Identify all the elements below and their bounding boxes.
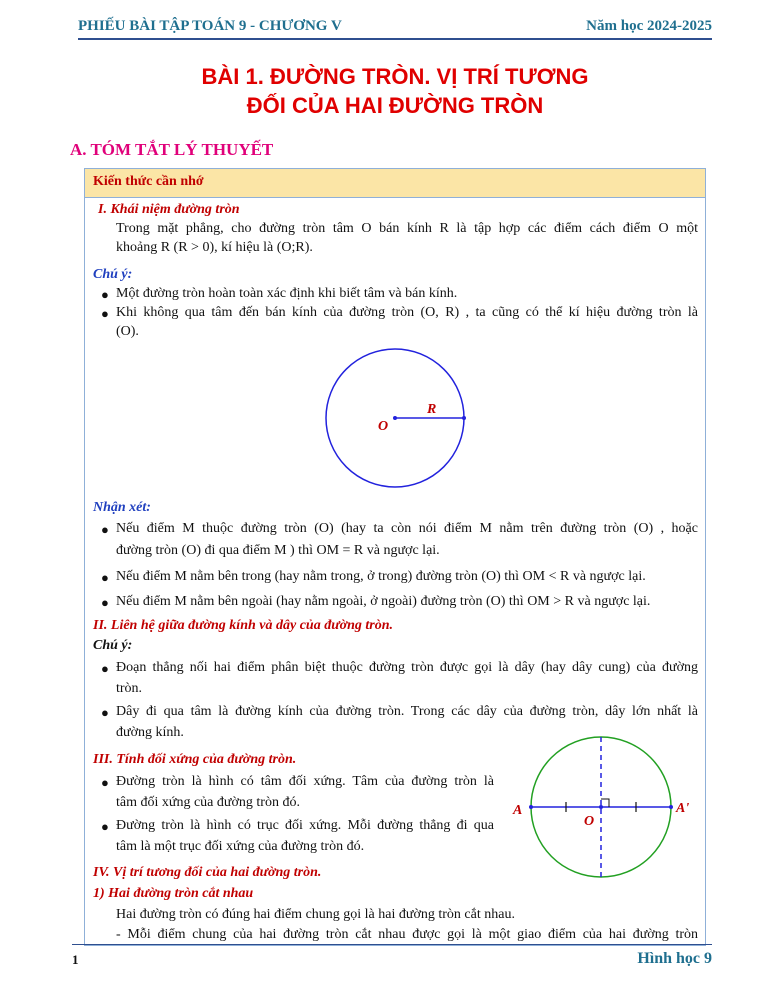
bullet-icon: ● <box>101 775 109 790</box>
bullet-icon: ● <box>101 705 109 720</box>
note1-bullet1: Một đường tròn hoàn toàn xác định khi biết tâm và bán kính. <box>116 286 458 301</box>
bullet-icon: ● <box>101 287 109 302</box>
part4-heading: IV. Vị trí tương đối của hai đường tròn. <box>93 865 322 880</box>
part2-heading: II. Liên hệ giữa đường kính và dây của đường tròn. <box>93 618 394 633</box>
part3-heading: III. Tính đối xứng của đường tròn. <box>93 752 297 767</box>
footer-subject: Hình học 9 <box>637 950 712 967</box>
note1-bullet2-line1: Khi không qua tâm đến bán kính của đường tròn (O, R) , ta cũng có thể kí hiệu đường tròn là <box>116 305 698 320</box>
label-o: O <box>584 814 595 829</box>
remark-bullet2: Nếu điểm M nằm bên trong (hay nằm trong, ở trong) đường tròn (O) thì OM < R và ngược lại. <box>116 569 646 584</box>
note1-bullet2-line2: (O). <box>116 324 139 339</box>
part2-bullet2-line1: Dây đi qua tâm là đường kính của đường tròn. Trong các dây của đường tròn, dây lớn nhất là <box>116 704 698 719</box>
part4-line2: - Mỗi điểm chung của hai đường tròn cắt nhau được gọi là một giao điểm của hai đường tròn <box>116 927 698 942</box>
header-right: Năm học 2024-2025 <box>586 18 712 34</box>
radius-label: R <box>427 402 437 417</box>
section-a-heading: A. TÓM TẮT LÝ THUYẾT <box>70 140 274 159</box>
remark-bullet1-line1: Nếu điểm M thuộc đường tròn (O) (hay ta còn nói điểm M nằm trên đường tròn (O) , hoặc <box>116 521 698 536</box>
label-a: A <box>513 803 523 818</box>
bullet-icon: ● <box>101 661 109 676</box>
page-number: 1 <box>72 952 79 967</box>
part2-bullet2-line2: đường kính. <box>116 725 184 740</box>
remark-label: Nhận xét: <box>93 500 151 515</box>
part3-bullet1-line1: Đường tròn là hình có tâm đối xứng. Tâm của đường tròn là <box>116 774 494 789</box>
remark-bullet3: Nếu điểm M nằm bên ngoài (hay nằm ngoài, ở ngoài) đường tròn (O) thì OM > R và ngược lại. <box>116 594 651 609</box>
bullet-icon: ● <box>101 819 109 834</box>
label-a-prime: A' <box>676 801 690 816</box>
point-a <box>529 805 533 809</box>
page-header <box>78 14 712 40</box>
note1-label: Chú ý: <box>93 267 133 282</box>
part2-bullet1-line1: Đoạn thẳng nối hai điểm phân biệt thuộc đường tròn được gọi là dây (hay dây cung) của đường <box>116 660 698 675</box>
part1-line2: khoảng R (R > 0), kí hiệu là (O;R). <box>116 240 313 255</box>
bullet-icon: ● <box>101 522 109 537</box>
title-line-1: BÀI 1. ĐƯỜNG TRÒN. VỊ TRÍ TƯƠNG <box>201 64 589 89</box>
bullet-icon: ● <box>101 306 109 321</box>
bullet-icon: ● <box>101 570 109 585</box>
edge-point <box>462 416 466 420</box>
footer-divider <box>72 944 712 945</box>
part4-line1: Hai đường tròn có đúng hai điểm chung gọi là hai đường tròn cắt nhau. <box>116 907 515 922</box>
part3-bullet1-line2: tâm đối xứng của đường tròn đó. <box>116 795 300 810</box>
part2-bullet1-line2: tròn. <box>116 681 143 696</box>
box-header <box>85 169 705 198</box>
part4-sub1: 1) Hai đường tròn cắt nhau <box>93 886 254 901</box>
part3-bullet2-line1: Đường tròn là hình có trục đối xứng. Mỗi đường thẳng đi qua <box>116 818 494 833</box>
title-line-2: ĐỐI CỦA HAI ĐƯỜNG TRÒN <box>246 93 544 118</box>
point-o <box>599 805 603 809</box>
circle-figure <box>320 346 470 492</box>
part1-line1: Trong mặt phẳng, cho đường tròn tâm O bán kính R là tập hợp các điểm cách điểm O một <box>116 221 698 236</box>
center-point <box>393 416 397 420</box>
header-left: PHIẾU BÀI TẬP TOÁN 9 - CHƯƠNG V <box>78 18 342 34</box>
center-label: O <box>378 419 389 434</box>
part1-heading: I. Khái niệm đường tròn <box>98 202 240 217</box>
box-header-label: Kiến thức cần nhớ <box>93 174 204 189</box>
remark-bullet1-line2: đường tròn (O) đi qua điểm M ) thì OM = R và ngược lại. <box>116 543 440 558</box>
part2-note-label: Chú ý: <box>93 638 133 653</box>
point-a-prime <box>669 805 673 809</box>
bullet-icon: ● <box>101 595 109 610</box>
symmetry-figure <box>508 733 700 883</box>
part3-bullet2-line2: tâm là một trục đối xứng của đường tròn đó. <box>116 839 365 854</box>
